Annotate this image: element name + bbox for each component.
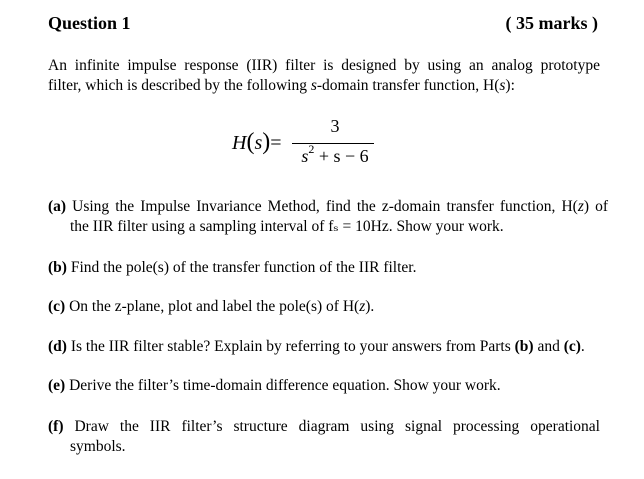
part-d-text-a: Is the IIR filter stable? Explain by referring to your answers from Parts [66,338,515,355]
part-f-line-1 [48,417,600,437]
den-rest: + s − 6 [314,146,369,166]
intro-paragraph [48,56,600,96]
part-b-label: (b) [48,259,67,276]
question-header [48,13,598,37]
den-s: s [301,146,309,166]
part-d-text-and: and [533,338,564,355]
part-d [48,337,608,357]
part-f [48,417,600,457]
part-c-label: (c) [48,298,66,315]
part-b-text: Find the pole(s) of the transfer function of the IIR filter. [66,259,417,276]
intro-s-var-2: s [499,77,506,94]
equation-denominator [290,142,380,167]
part-e-label: (e) [48,377,66,394]
part-f-label: (f) [48,418,64,435]
part-a [48,197,608,237]
part-d-text-end: . [580,338,585,355]
den-exponent: 2 [308,142,315,156]
part-a-line-2: the IIR filter using a sampling interval of fₛ = 10Hz. Show your work. [70,218,504,235]
part-c-z: z [359,298,366,315]
intro-line-2 [48,77,515,94]
intro-text-b: -domain transfer function, H( [316,77,500,94]
question-title: Question 1 [48,13,131,33]
eq-s: s [254,132,263,154]
part-a-label: (a) [48,198,67,215]
eq-open-paren: ( [246,129,255,155]
part-a-z: z [577,198,584,215]
part-b [48,258,608,278]
part-e-text: Derive the filter’s time-domain difference equation. Show your work. [65,377,501,394]
transfer-function-equation [232,116,412,172]
part-d-label: (d) [48,338,67,355]
intro-line-1: An infinite impulse response (IIR) filter is designed by using an analog prototype [48,57,600,74]
part-c-text-b: ). [365,298,375,315]
part-a-text-1a: Using the Impulse Invariance Method, find the z-domain transfer function, H( [66,198,578,215]
intro-text-c: ): [505,77,515,94]
fraction-bar [292,143,374,144]
intro-text-a: filter, which is described by the following [48,77,311,94]
question-marks: ( 35 marks ) [505,13,598,33]
equation-numerator: 3 [330,116,340,136]
part-c-text-a: On the z-plane, plot and label the pole(s) of H( [65,298,360,315]
part-e [48,376,608,396]
part-c [48,297,608,317]
part-a-line-1 [48,197,608,217]
eq-close-paren: ) [262,129,271,155]
part-f-line-2: symbols. [70,438,126,455]
part-d-ref-b: (b) [514,338,534,355]
intro-s-var: s [310,77,317,94]
eq-equals: = [270,132,282,154]
part-a-text-1b: ) of [583,198,608,215]
eq-H: H [232,132,247,154]
part-d-ref-c: (c) [563,338,581,355]
part-f-text-1: Draw the IIR filter’s structure diagram using signal processing operational [63,418,600,435]
equation-lhs [232,129,282,156]
